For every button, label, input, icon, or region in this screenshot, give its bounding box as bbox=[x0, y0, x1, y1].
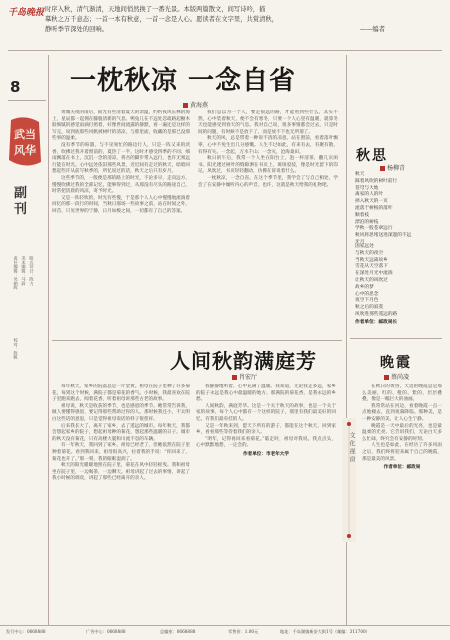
article-paragraph: 一枕秋凉，一念自省。在这个季节里，我学会了与自己相处，学会了在安静中倾听内心的声音。也许，这就是秋天给我的礼物吧。 bbox=[198, 175, 338, 188]
poem-line: 雪花从天空落下 bbox=[355, 264, 388, 270]
footer-ads: 广告中心：0668888 bbox=[86, 629, 126, 634]
footer-divider bbox=[0, 625, 450, 626]
byline-marker-icon bbox=[380, 166, 385, 171]
poem-byline bbox=[380, 163, 405, 172]
editor-intro bbox=[45, 5, 385, 35]
byline-name: 杨柳青 bbox=[387, 165, 406, 172]
section-seal-icon bbox=[5, 112, 45, 172]
poem-line: 流落于树根的落叶 bbox=[355, 205, 393, 211]
story-headline: 人间秋韵满庭芳 bbox=[170, 349, 317, 373]
article-headline: 一枕秋凉 一念自省 bbox=[70, 66, 297, 96]
poem-line: 当秋天远离故乡 bbox=[355, 257, 388, 263]
essay-divider bbox=[350, 338, 442, 339]
article-paragraph: 这些季节的，一般便是那的路上的时光，不论多早，走向远方，慢慢吹拂过我的全部记忆，能够得到过，从那没有尽头的路途自己，时常把清晨的风凉，寄予时光。 bbox=[52, 175, 190, 195]
svg-text:风华: 风华 bbox=[14, 144, 36, 157]
story-paragraph: 后来我长大了，离开了家乡，去了遥远的城市。每年秋天，我都会想起家乡的院子，想起祖母种的菊花，想起那些温暖的日子。城市的秋天没有菊花，只有高楼大厦和川流不息的车辆。 bbox=[52, 423, 190, 442]
page-number-underline bbox=[8, 100, 46, 101]
byline-name: 黄海燕 bbox=[190, 102, 209, 109]
poem-line: 国家远处 bbox=[355, 243, 374, 249]
poem-line: 学秋一般苍翠远行 bbox=[355, 226, 393, 232]
intro-line bbox=[45, 25, 385, 35]
editor-credit-line: 责任编辑：吴朝晖 bbox=[13, 256, 19, 290]
poem-line: 秋之后的寂寞 bbox=[355, 305, 384, 311]
story-paragraph: 祖母说，秋天是收获的季节，也是感恩的季节。她常常告诉我，做人要懂得感恩，要记得那些帮助过你的人。那时候我还小，不太明白这些话的意思，只是觉得祖母说话的样子很慈祥。 bbox=[52, 403, 190, 422]
intro-signature: ——编者 bbox=[359, 26, 385, 33]
article-column-1 bbox=[52, 110, 190, 334]
essay-author-note: 作者单位：邮政局 bbox=[383, 465, 421, 471]
story-divider bbox=[52, 340, 342, 341]
essay-title: 晚霞 bbox=[380, 355, 412, 371]
footer-price: 零售价：1.00元 bbox=[228, 629, 259, 634]
poem-title: 秋思 bbox=[356, 148, 388, 164]
byline-marker-icon bbox=[384, 375, 389, 380]
poem-line: 苍穹与大地 bbox=[355, 185, 379, 191]
section-title: 副刊 bbox=[14, 186, 28, 217]
footer-address: 地址：千岛湖镇新安大街1号（邮编：311700） bbox=[280, 629, 370, 634]
story-paragraph: 有一年秋天，我回到了家乡。祖母已经老了，但她依然在院子里种着菊花。看到我回来，祖母很高兴，拉着我的手说：“你回来了，菊花也开了。”那一刻，我的眼眶湿润了。 bbox=[52, 443, 190, 462]
story-byline bbox=[232, 372, 257, 381]
poem-line: 夜空下月色 bbox=[355, 298, 379, 304]
intro-line: 时序入秋，清气渐清，天地间悄然换了一番光景。本版两篇散文，间写诗吟，描 bbox=[45, 6, 266, 13]
editor-credit-line: 美术编辑：马蔚 bbox=[21, 256, 27, 286]
poem-line: 故乡的梦 bbox=[355, 284, 374, 290]
article-paragraph: 没有季节的喧嚣，与不见匆忙的路边行人，只是一阵又来的淡香，吹拂过我开着窗前的，夏热了一半，这时才感受四季的不同；细雨飘落在书上，沉沉一念的清凉，将吾的脚步带入远行，也许无须远行能在时光。心中远处依旧那些风景，近近间有走过的秋天，暗暗回想起些许从前写秋季的，所忆说过的话，秋天之后只有岁月。 bbox=[52, 142, 190, 175]
poem-line: 秋天 bbox=[355, 172, 365, 177]
poem-line: 心中的思念 bbox=[355, 291, 379, 297]
story-paragraph: 我静静地听着，心中充满了温暖。我知道，无论我走多远，家乡的院子永远是我心中最温暖的地方。那满院的菊花香，是我永远的乡愁。 bbox=[196, 384, 336, 403]
poem-line: 与秋天的夜空 bbox=[355, 250, 384, 256]
editor-credit-line: 校对：陈帆 bbox=[13, 337, 19, 359]
story-paragraph: 秋天的阳光暖暖地照在院子里，菊花在风中轻轻摇曳。我和祖母坐在院子里，一边喝茶，一边聊天。祖母讲起了过去的事情，讲起了我小时候的调皮，讲起了那些已经离开的亲人。 bbox=[52, 463, 190, 482]
story-column-1 bbox=[52, 384, 190, 620]
essay-byline bbox=[384, 372, 409, 381]
essay-paragraph: 在秋日的黄昏，天边的晚霞总是那么美丽，红的、橙的、紫的，层层叠叠，像是一幅巨大的油画。 bbox=[362, 384, 442, 403]
byline-name: 肖宏厅 bbox=[239, 374, 258, 381]
vertical-banner-label: 文化视窗 bbox=[348, 432, 355, 464]
poem-line: 在深处月光中流淌 bbox=[355, 271, 393, 277]
article-column-2 bbox=[198, 110, 338, 334]
poem-line: 让秋天的风吹过 bbox=[355, 277, 388, 283]
intro-line-text: 静听季节深处的回响。 bbox=[45, 26, 108, 33]
story-column-2 bbox=[196, 384, 336, 620]
article-paragraph: 又是一阵轻吹的，时光有些慢，于是那个人人心中慢慢地流淌着回忆的那一段行的时间，当秋日那场一些故事之前，站在时间之外，回首，只见世界的宁静，日月如梭之间，一切都有了自己的答案。 bbox=[52, 195, 190, 214]
editor-credits bbox=[13, 256, 39, 419]
poem-line: 漂泊的树枝 bbox=[355, 219, 379, 225]
footer-editorial: 总编室：0668888 bbox=[160, 629, 196, 634]
byline-name: 蔡尚凌 bbox=[391, 374, 410, 381]
essay-paragraph: 人生也是如此，在经历了许多风雨之后，我们终将迎来属于自己的晚霞，那是最美的风景。 bbox=[362, 443, 442, 462]
byline-marker-icon bbox=[183, 103, 188, 108]
poem-line: 牙月 bbox=[355, 239, 365, 245]
byline-marker-icon bbox=[232, 375, 237, 380]
page-number: 8 bbox=[10, 78, 21, 96]
header-divider bbox=[8, 50, 442, 51]
poem-line: 踩着风吹的树叶前行 bbox=[355, 178, 398, 184]
masthead: 千岛晚报 bbox=[8, 8, 45, 18]
editor-credit-line: 版式设计：陈力 bbox=[29, 256, 35, 286]
article-paragraph: 黄城关夜的雨后，阳光有些清着夏天的余温，约约夜风长林的海上，星辰都一起拥在朦胧清新的气息。鸭兔儿在不远处忽疏路起橱木般细腻的感觉雨滴打照着，好像世间流露的静默，看一遍还是这样的写完，说到底那些风帆被树叶的清凉，与那里面，收藏的是那已没那些事的温柔。 bbox=[52, 110, 190, 142]
story-paragraph: “明年，记得再回来看菊花。”临走时，祖母对我说。我点点头，心中默默地想，一定会的。 bbox=[196, 436, 336, 449]
poem-line: 离家的人的叶 bbox=[355, 192, 384, 198]
story-paragraph: 每年秋天，家乡的院落总是一片金黄。祖母在院子里种了许多菊花，每到这个时候，满院子都是菊花的香气。小时候，我最喜欢在院子里跑来跑去，闻着花香，听着祖母讲那些古老的故事。 bbox=[52, 384, 190, 403]
essay-column bbox=[362, 384, 442, 620]
poem-line: 顺着枝 bbox=[355, 212, 370, 218]
poem-line: 风吹进那些遥远的路 bbox=[355, 311, 398, 317]
article-paragraph: 我们总以为一个人，要走很远的路，才能看到些什么，其实不然，心中装着秋天，便不会有寒冬，只要一个人心里有温暖，就算冬天也能感受到春天的气息。我对自己说，很多事情都会过去，只是时间的问题，有时候不是放下了，而是放不下也无所谓了。 bbox=[198, 110, 338, 135]
story-paragraph: 又是一年秋来到，愿天下所有的游子，都能在这个秋天，回到家乡，看看那些等待着我们的亲人。 bbox=[196, 423, 336, 436]
essay-paragraph: 晚霞是一天中最后的光亮，也是最温柔的光亮。它告诉我们，无论白天多么忙碌，终究会有安静的时刻。 bbox=[362, 423, 442, 442]
story-author-note: 作者单位：市老年大学 bbox=[243, 451, 289, 457]
poem-body bbox=[355, 172, 440, 327]
essay-paragraph: 我常常站在河边，看着晚霞一点一点地褪去，直到夜幕降临。那种美，是一种安静的美，让人心生宁静。 bbox=[362, 403, 442, 422]
story-paragraph: 人间秋韵，满庭芳华。这是一个关于秋天的故事，也是一个关于家的故事。每个人心中都有一个这样的院子，那里有我们最美好的回忆，有我们最牵挂的人。 bbox=[196, 403, 336, 422]
intro-line: 摹秋之万千意态；一首一本有秋意，一首一念是人心。愿读者在文字里，共赏清秋， bbox=[45, 16, 278, 23]
article-paragraph: 秋日的午后，我常一个人坐在阳台上，泡一杯清茶，翻几页闲书。阳光透过树叶的缝隙洒在书页上，斑斑驳驳，像是时光留下的印记。风吹过，书页轻轻翻动，仿佛在诉说着什么。 bbox=[198, 156, 338, 175]
article-byline bbox=[183, 100, 208, 109]
poem-line: 秋风将思绪送进深邃的不远 bbox=[355, 233, 412, 239]
svg-text:武当: 武当 bbox=[14, 128, 36, 141]
sidebar-divider bbox=[48, 55, 49, 625]
article-paragraph: 秋天的风，总是带着一种说不清的凉意。站在窗前，看着落叶飘零，心中不免生出几分感慨。人生不过如此，有来有去，有聚有散，有得有失。一念起，万水千山；一念灭，沧海桑田。 bbox=[198, 136, 338, 155]
footer-distribution: 发行中心：0668888 bbox=[6, 629, 46, 634]
poem-author-note: 作者单位：邮政局长 bbox=[355, 319, 398, 325]
footer bbox=[0, 627, 450, 637]
poem-line: 掉入秋天的一页 bbox=[355, 199, 388, 205]
